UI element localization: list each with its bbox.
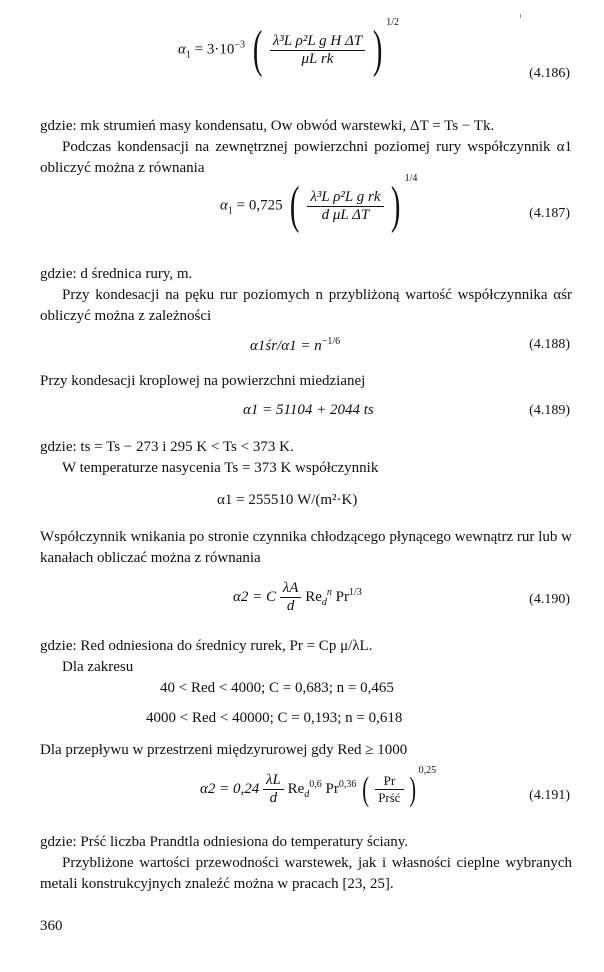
paragraph-8: Współczynnik wnikania po stronie czynnika chłodzącego płynącego wewnątrz rur lub w kanałach obliczać można z równania	[40, 529, 572, 566]
equation-4-191: α2 = 0,24 $\frac{\lambda L}{d}$ $Re_d^{0,6}$ Pr$^{0,36}$ ( $\frac{Pr}{\text{Prść}}$ )$^{0,25}$	[200, 764, 437, 808]
paragraph-1: gdzie: mk strumień masy kondensatu, Ow obwód warstewki, ΔT = Ts − Tk.	[40, 118, 495, 134]
paragraph-4: Przy kondesacji na pęku rur poziomych n przybliżoną wartość współczynnika αśr obliczyć można z zależności	[40, 287, 572, 324]
range-row-1: 40 < Red < 4000; C = 0,683; n = 0,465	[160, 680, 394, 696]
paragraph-10: Dla zakresu	[62, 659, 134, 675]
paragraph-13: Przybliżone wartości przewodności warstewek, jak i własności cieplne wybranych metali konstrukcyjnych znaleźć można w pracach [23, 25].	[40, 855, 572, 892]
page-number: 360	[40, 918, 63, 934]
equation-number-4-190: (4.190)	[529, 592, 570, 607]
paragraph-12: gdzie: Prść liczba Prandtla odniesiona do temperatury ściany.	[40, 834, 409, 850]
equation-4-186: $\alpha_1 = 3\cdot 10^{-3}$ ( $\frac{\text{λ³L ρ²L g H ΔT}}{\text{μL rk}}$ ) $^{1/2}$	[178, 17, 399, 78]
equation-number-4-186: (4.186)	[529, 66, 570, 81]
equation-4-189: α1 = 51104 + 2044 ts	[243, 402, 374, 418]
paragraph-11: Dla przepływu w przestrzeni międzyrurowej gdy Red ≥ 1000	[40, 742, 408, 758]
scan-mark	[520, 14, 521, 18]
paragraph-2: Podczas kondensacji na zewnętrznej powierzchni poziomej rury współczynnik α1 obliczyć można z równania	[40, 139, 572, 176]
paragraph-3: gdzie: d średnica rury, m.	[40, 266, 193, 282]
paragraph-9: gdzie: Red odniesiona do średnicy rurek, Pr = Cp μ/λL.	[40, 638, 373, 654]
equation-alpha-value: α1 = 255510 W/(m²·K)	[217, 492, 358, 508]
equation-number-4-189: (4.189)	[529, 403, 570, 418]
range-row-2: 4000 < Red < 40000; C = 0,193; n = 0,618	[146, 710, 403, 726]
paragraph-5: Przy kondesacji kroplowej na powierzchni miedzianej	[40, 373, 366, 389]
equation-4-188: α1śr/α1 = $n^{-1/6}$	[250, 336, 341, 354]
paragraph-7: W temperaturze nasycenia Ts = 373 K współczynnik	[62, 460, 379, 476]
equation-number-4-191: (4.191)	[529, 788, 570, 803]
equation-4-190: α2 = C $\frac{\lambda A}{d}$ $Re_d^n$ $Pr^{1/3}$	[233, 580, 362, 614]
equation-4-187: $\alpha_1 = 0,725$ ( $\frac{\text{λ³L ρ²L g rk}}{\text{d μL ΔT}}$ ) $^{1/4}$	[220, 173, 418, 234]
equation-number-4-188: (4.188)	[529, 337, 570, 352]
paragraph-6: gdzie: ts = Ts − 273 i 295 K < Ts < 373 K.	[40, 439, 294, 455]
equation-number-4-187: (4.187)	[529, 206, 570, 221]
